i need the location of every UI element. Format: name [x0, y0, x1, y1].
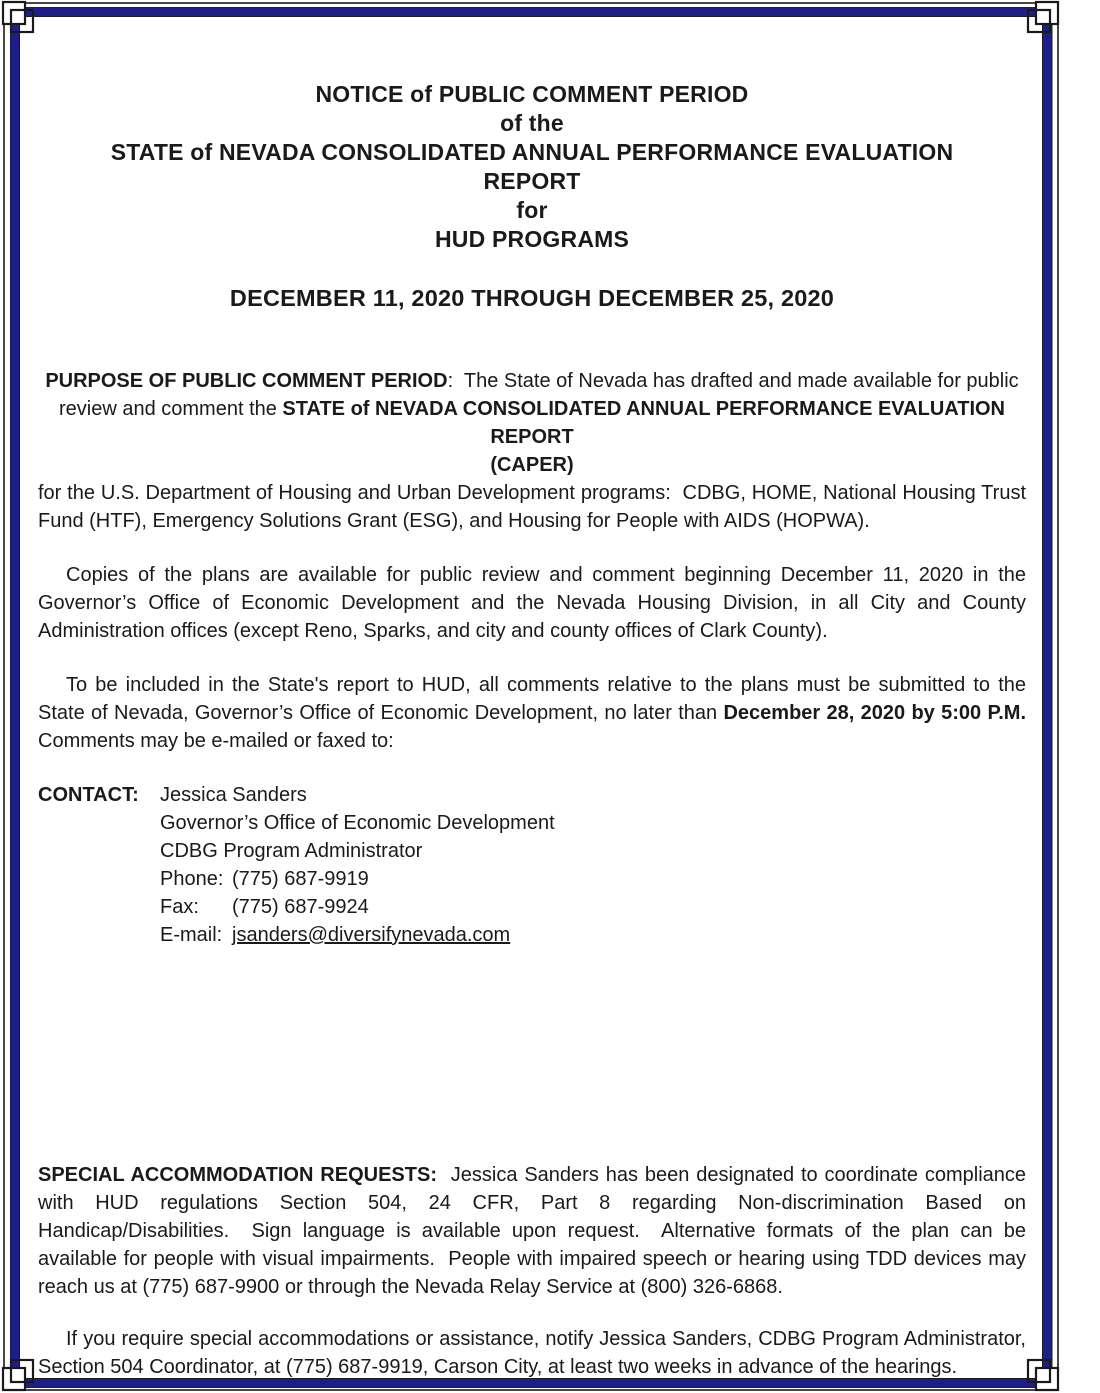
purpose-paragraph: [38, 367, 1026, 479]
comment-period-dates: DECEMBER 11, 2020 THROUGH DECEMBER 25, 2020: [229, 285, 835, 311]
submission-paragraph: [38, 671, 1032, 755]
contact-organization: Governor’s Office of Economic Development: [160, 812, 555, 834]
submission-deadline: December 28, 2020 by 5:00 P.M.: [723, 702, 1027, 724]
contact-fax-row: [160, 893, 1026, 921]
phone-label: Phone:: [160, 868, 224, 890]
closing-paragraph: If you require special accommodations or assistance, notify Jessica Sanders, CDBG Program Administrator, Section 504 Coordinator, at (775) 687-9919, Carson City, at least two weeks in advance of the hearings.: [38, 1328, 1032, 1378]
contact-role: CDBG Program Administrator: [160, 840, 423, 862]
phone-number: (775) 687-9919: [232, 868, 369, 890]
email-address: jsanders@diversifynevada.com: [232, 924, 511, 946]
fax-number: (775) 687-9924: [232, 896, 369, 918]
title-line-1: NOTICE of PUBLIC COMMENT PERIOD: [315, 81, 749, 107]
fax-label: Fax:: [160, 896, 199, 918]
document-content: [38, 0, 1032, 1381]
special-accommodation-paragraph: [38, 1161, 1032, 1301]
document-title: [38, 80, 1026, 254]
title-line-5: for: [516, 197, 548, 223]
title-line-6: HUD PROGRAMS: [434, 226, 630, 252]
contact-details: [160, 781, 1026, 949]
contact-name: Jessica Sanders: [160, 784, 307, 806]
caper-line: (CAPER): [490, 454, 574, 476]
programs-paragraph: for the U.S. Department of Housing and Urban Development programs: CDBG, HOME, National Housing Trust Fund (HTF), Emergency Solutions Grant (ESG), and Housing for People with AIDS (HOPWA).: [38, 482, 1032, 532]
title-line-4: REPORT: [483, 168, 581, 194]
special-accommodation-text: Jessica Sanders has been designated to coordinate compliance with HUD regulations Section 504, 24 CFR, Part 8 regarding Non-discrimination Based on Handicap/Disabilities. Sign language is available upon request. Alternative formats of the plan can be available for people with visual impairments. People with impaired speech or hearing using TDD devices may reach us at (775) 687-9900 or through the Nevada Relay Service at (800) 326-6868.: [38, 1164, 1032, 1298]
title-line-3: STATE of NEVADA CONSOLIDATED ANNUAL PERFORMANCE EVALUATION: [110, 139, 954, 165]
submission-text: To be included in the State's report to HUD, all comments relative to the plans must be submitted to the State of Nevada, Governor’s Office of Economic Development, no later than: [38, 674, 1032, 724]
submission-text-after: Comments may be e-mailed or faxed to:: [38, 702, 1032, 752]
contact-email-row: [160, 921, 1026, 949]
purpose-report-title: STATE of NEVADA CONSOLIDATED ANNUAL PERFORMANCE EVALUATION REPORT: [282, 398, 1011, 448]
contact-label: CONTACT:: [38, 784, 139, 806]
title-line-2: of the: [500, 110, 564, 136]
contact-block: [38, 781, 1026, 949]
purpose-label: PURPOSE OF PUBLIC COMMENT PERIOD: [45, 370, 448, 392]
copies-paragraph: Copies of the plans are available for public review and comment beginning December 11, 2020 in the Governor’s Office of Economic Development and the Nevada Housing Division, in all City and County Administration offices (except Reno, Sparks, and city and county offices of Clark County).: [38, 564, 1032, 642]
purpose-text: : The State of Nevada has drafted and made available for public review and comment the: [58, 370, 1025, 420]
email-label: E-mail:: [160, 924, 223, 946]
special-accommodation-label: SPECIAL ACCOMMODATION REQUESTS:: [38, 1164, 437, 1186]
contact-phone-row: [160, 865, 1026, 893]
